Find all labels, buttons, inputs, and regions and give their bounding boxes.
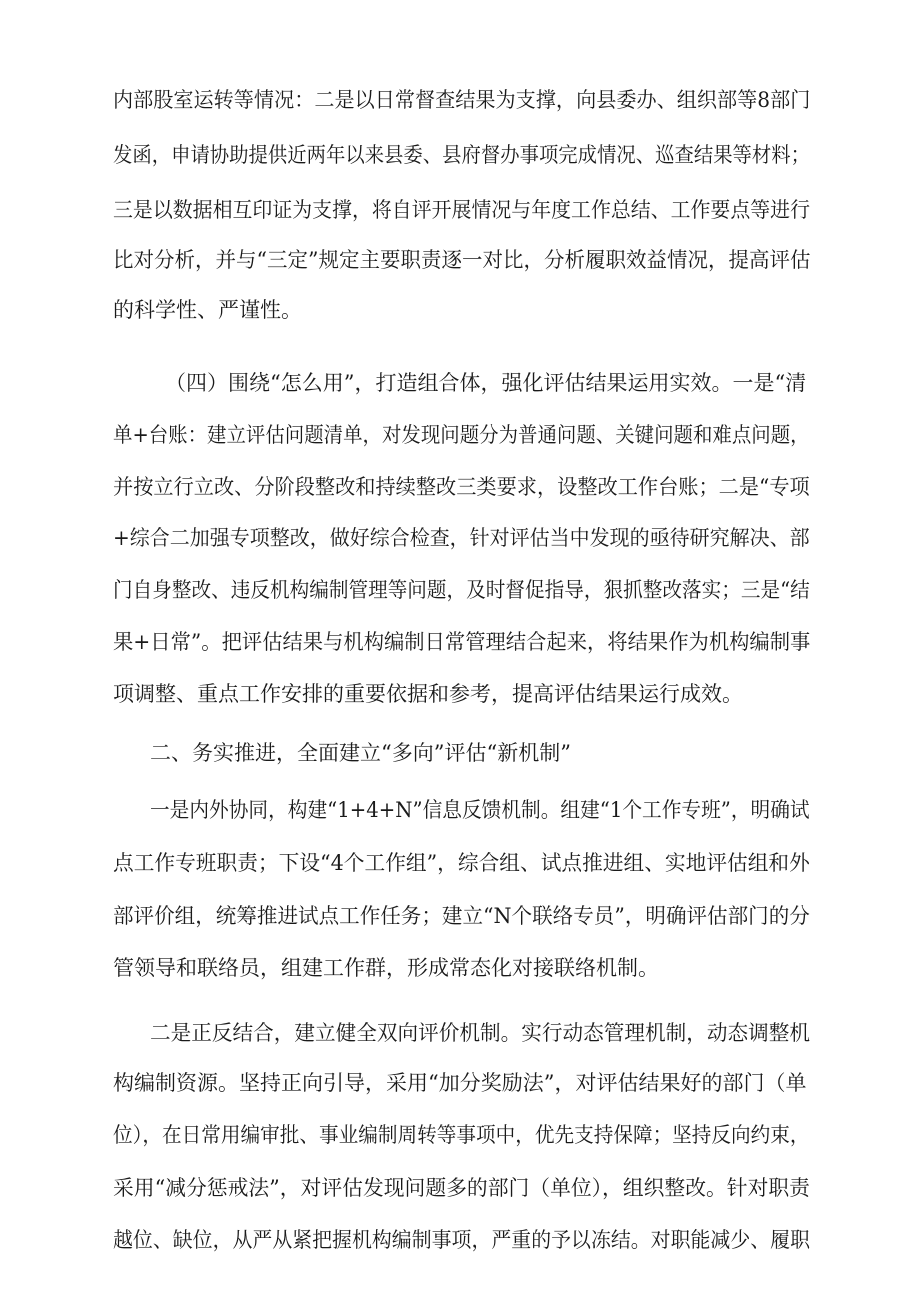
section-heading: 二、务实推进，全面建立“多向”评估“新机制” [150,741,571,765]
text-line: 的科学性、严谨性。 [113,298,302,322]
text-line: 比对分析，并与“三定”规定主要职责逐一对比，分析履职效益情况，提高评估 [113,248,811,272]
text-line: （四）围绕“怎么用”，打造组合体，强化评估结果运用实效。一是“清 [165,371,807,395]
text-line: 部评价组，统筹推进试点工作任务；建立“N个联络专员”，明确评估部门的分 [113,904,810,928]
text-line: 门自身整改、违反机构编制管理等问题，及时督促指导，狠抓整改落实；三是“结 [113,578,810,602]
text-line: 越位、缺位，从严从紧把握机构编制事项，严重的予以冻结。对职能减少、履职 [113,1228,810,1252]
text-line: 构编制资源。坚持正向引导，采用“加分奖励法”，对评估结果好的部门（单 [113,1071,807,1095]
text-line: 采用“减分惩戒法”，对评估发现问题多的部门（单位），组织整改。针对职责 [113,1176,810,1200]
text-line: 二是正反结合，建立健全双向评价机制。实行动态管理机制，动态调整机 [150,1021,810,1045]
text-line: 一是内外协同，构建“1+4+N”信息反馈机制。组建“1个工作专班”，明确试 [150,798,810,822]
text-line: 点工作专班职责；下设“4个工作组”，综合组、试点推进组、实地评估组和外 [113,851,810,875]
text-line: 位），在日常用编审批、事业编制周转等事项中，优先支持保障；坚持反向约束， [113,1123,810,1147]
text-line: 单+台账：建立评估问题清单，对发现问题分为普通问题、关键问题和难点问题， [113,423,810,447]
text-line: 管领导和联络员，组建工作群，形成常态化对接联络机制。 [113,956,659,980]
text-line: 三是以数据相互印证为支撑，将自评开展情况与年度工作总结、工作要点等进行 [113,198,810,222]
text-line: 项调整、重点工作安排的重要依据和参考，提高评估结果运行成效。 [113,682,743,706]
text-line: +综合二加强专项整改，做好综合检查，针对评估当中发现的亟待研究解决、部 [113,526,810,550]
text-line: 发函，申请协助提供近两年以来县委、县府督办事项完成情况、巡查结果等材料； [113,143,810,167]
text-line: 并按立行立改、分阶段整改和持续整改三类要求，设整改工作台账；二是“专项 [113,475,810,499]
text-line: 果+日常”。把评估结果与机构编制日常管理结合起来，将结果作为机构编制事 [113,630,811,654]
text-line: 内部股室运转等情况：二是以日常督查结果为支撑，向县委办、组织部等8部门 [113,88,811,112]
